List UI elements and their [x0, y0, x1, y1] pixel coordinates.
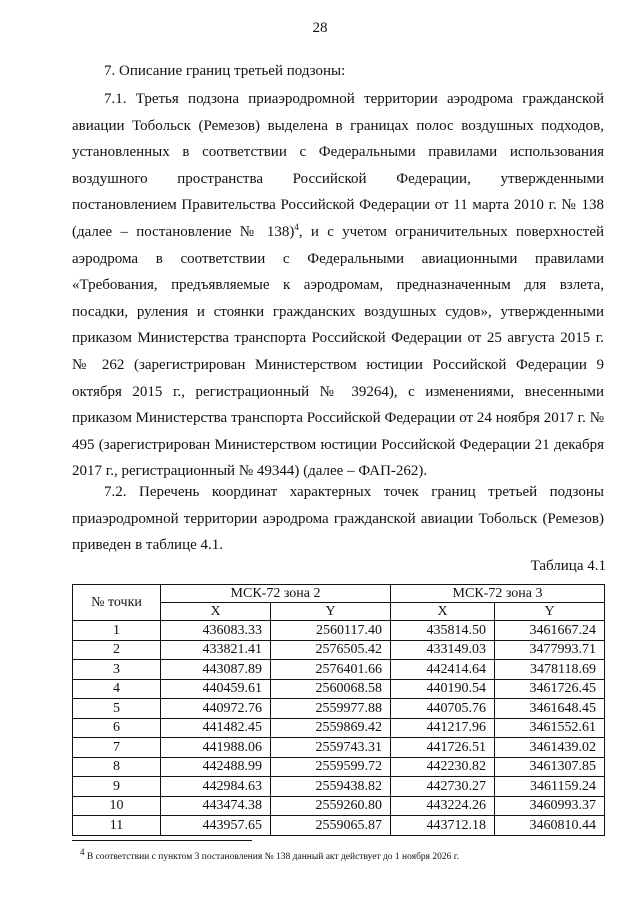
- cell-point: 5: [73, 699, 161, 719]
- table-row: [73, 796, 605, 816]
- cell-point: 2: [73, 640, 161, 660]
- footnote: [80, 847, 459, 863]
- cell-zone3-y: 3478118.69: [495, 660, 605, 680]
- footnote-ref: 4: [294, 221, 299, 232]
- paragraph-7-2-text: 7.2. Перечень координат характерных точек границ третьей подзоны приаэродромной территории аэродрома гражданской авиации Тобольск (Ремезов) приведен в таблице 4.1.: [72, 484, 604, 554]
- cell-zone2-y: 2559065.87: [271, 816, 391, 836]
- header-zone-2-y: Y: [271, 603, 391, 621]
- table-row: [73, 660, 605, 680]
- cell-zone3-y: 3461667.24: [495, 621, 605, 641]
- cell-point: 4: [73, 679, 161, 699]
- header-zone-3-x: X: [391, 603, 495, 621]
- cell-zone2-y: 2559869.42: [271, 718, 391, 738]
- table-row: [73, 621, 605, 641]
- cell-zone2-y: 2559977.88: [271, 699, 391, 719]
- cell-zone2-y: 2560117.40: [271, 621, 391, 641]
- cell-zone2-x: 443474.38: [161, 796, 271, 816]
- cell-zone3-x: 443712.18: [391, 816, 495, 836]
- cell-zone3-x: 440190.54: [391, 679, 495, 699]
- cell-zone2-x: 440972.76: [161, 699, 271, 719]
- cell-zone3-y: 3461648.45: [495, 699, 605, 719]
- cell-zone2-y: 2576401.66: [271, 660, 391, 680]
- cell-zone3-x: 442414.64: [391, 660, 495, 680]
- cell-zone2-y: 2559743.31: [271, 738, 391, 758]
- paragraph-7-1-text-a: 7.1. Третья подзона приаэродромной территории аэродрома гражданской авиации Тобольск (Ремезов) выделена в границах полос воздушных подходов, установленных в соответствии с Федеральными правилами использования воздушного пространства Российской Федерации, утвержденными постановлением Правительства Российской Федерации от 11 марта 2010 г. № 138 (далее – постановление № 138): [72, 91, 604, 240]
- cell-zone3-x: 442730.27: [391, 777, 495, 797]
- cell-zone3-y: 3477993.71: [495, 640, 605, 660]
- cell-point: 9: [73, 777, 161, 797]
- cell-point: 11: [73, 816, 161, 836]
- cell-zone3-x: 441726.51: [391, 738, 495, 758]
- header-point-number: № точки: [73, 585, 161, 621]
- header-zone-3: МСК-72 зона 3: [391, 585, 605, 603]
- cell-zone3-x: 440705.76: [391, 699, 495, 719]
- cell-point: 10: [73, 796, 161, 816]
- cell-zone2-x: 443957.65: [161, 816, 271, 836]
- page-number: 28: [312, 20, 328, 36]
- table-row: [73, 699, 605, 719]
- cell-zone2-x: 441988.06: [161, 738, 271, 758]
- cell-zone3-y: 3461552.61: [495, 718, 605, 738]
- paragraph-7-1: [72, 86, 604, 485]
- cell-zone2-x: 440459.61: [161, 679, 271, 699]
- table-row: [73, 777, 605, 797]
- cell-zone3-x: 435814.50: [391, 621, 495, 641]
- table-row: [73, 738, 605, 758]
- coordinates-table: [72, 584, 605, 836]
- table-body: [73, 621, 605, 836]
- footnote-marker: 4: [80, 847, 85, 857]
- footnote-text: В соответствии с пунктом 3 постановления № 138 данный акт действует до 1 ноября 2026 г.: [84, 852, 459, 863]
- table-row: [73, 679, 605, 699]
- cell-zone2-x: 442984.63: [161, 777, 271, 797]
- header-zone-2: МСК-72 зона 2: [161, 585, 391, 603]
- paragraph-7-1-text-b: , и с учетом ограничительных поверхностей аэродрома в соответствии с Федеральными авиационными правилами «Требования, предъявляемые к аэродромам, предназначенным для взлета, посадки, руления и стоянки гражданских воздушных судов», утвержденными приказом Министерства транспорта Российской Федерации от 25 августа 2015 г. № 262 (зарегистрирован Министерством юстиции Российской Федерации 9 октября 2015 г., регистрационный № 39264), с изменениями, внесенными приказом Министерства транспорта Российской Федерации от 24 ноября 2017 г. № 495 (зарегистрирован Министерством юстиции Российской Федерации 21 декабря 2017 г., регистрационный № 49344) (далее – ФАП-262).: [72, 223, 605, 480]
- cell-zone3-y: 3461439.02: [495, 738, 605, 758]
- cell-zone2-x: 436083.33: [161, 621, 271, 641]
- table-row: [73, 816, 605, 836]
- cell-zone3-x: 441217.96: [391, 718, 495, 738]
- cell-point: 8: [73, 757, 161, 777]
- cell-zone2-x: 441482.45: [161, 718, 271, 738]
- cell-zone2-y: 2559260.80: [271, 796, 391, 816]
- table-row: [73, 757, 605, 777]
- cell-zone2-y: 2576505.42: [271, 640, 391, 660]
- cell-zone2-x: 442488.99: [161, 757, 271, 777]
- cell-zone3-x: 442230.82: [391, 757, 495, 777]
- cell-zone2-y: 2559438.82: [271, 777, 391, 797]
- section-heading: 7. Описание границ третьей подзоны:: [104, 63, 346, 79]
- cell-point: 1: [73, 621, 161, 641]
- cell-point: 3: [73, 660, 161, 680]
- table-row: [73, 640, 605, 660]
- cell-zone3-y: 3461159.24: [495, 777, 605, 797]
- header-zone-3-y: Y: [495, 603, 605, 621]
- cell-zone3-y: 3460810.44: [495, 816, 605, 836]
- cell-zone2-y: 2559599.72: [271, 757, 391, 777]
- paragraph-7-2: [72, 479, 604, 559]
- cell-zone3-x: 443224.26: [391, 796, 495, 816]
- cell-zone2-y: 2560068.58: [271, 679, 391, 699]
- table-row: [73, 718, 605, 738]
- cell-zone2-x: 433821.41: [161, 640, 271, 660]
- cell-zone3-y: 3461726.45: [495, 679, 605, 699]
- footnote-divider: [72, 840, 252, 841]
- cell-zone3-x: 433149.03: [391, 640, 495, 660]
- cell-point: 6: [73, 718, 161, 738]
- cell-zone3-y: 3460993.37: [495, 796, 605, 816]
- cell-zone2-x: 443087.89: [161, 660, 271, 680]
- cell-zone3-y: 3461307.85: [495, 757, 605, 777]
- header-zone-2-x: X: [161, 603, 271, 621]
- table-caption: Таблица 4.1: [530, 558, 606, 574]
- cell-point: 7: [73, 738, 161, 758]
